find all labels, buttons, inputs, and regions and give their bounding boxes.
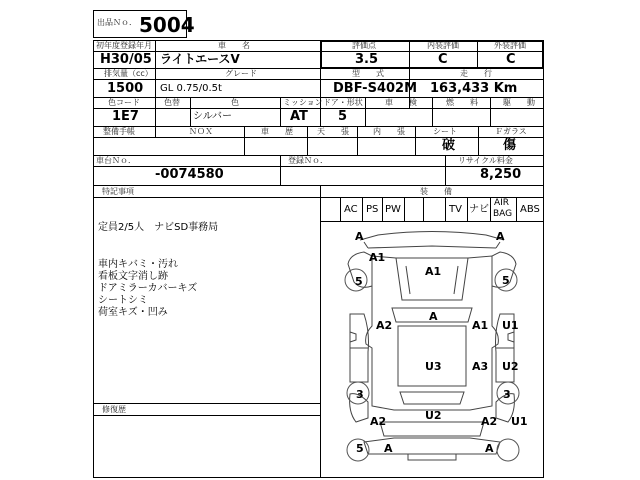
drive-label: 駆 動 <box>503 98 535 107</box>
repair-history-label: 修復歴 <box>102 405 126 414</box>
repair-divider <box>93 415 320 416</box>
damage-mark: A <box>496 230 505 243</box>
remarks-label: 特記事項 <box>102 187 134 196</box>
transmission-label: ミッション <box>283 98 323 107</box>
model-label: 型 式 <box>352 69 384 78</box>
car-damage-diagram <box>320 222 544 477</box>
mileage-label: 走 行 <box>460 69 492 78</box>
wheel-circle <box>497 439 519 461</box>
col-line <box>415 126 416 155</box>
displacement-value: 1500 <box>107 81 144 96</box>
remark-line: 看板文字消し跡 <box>98 271 168 282</box>
damage-mark: A1 <box>472 319 489 332</box>
grade-label: グレード <box>225 69 257 78</box>
damage-mark: A2 <box>370 415 387 428</box>
equipment-divider <box>404 197 405 221</box>
damage-mark: 3 <box>503 388 511 401</box>
right-mirror <box>508 332 514 342</box>
damage-mark: A1 <box>369 251 386 264</box>
equipment-divider <box>490 197 491 221</box>
interior-score-label: 内装評価 <box>427 41 459 50</box>
row-line <box>93 108 544 109</box>
col-line <box>155 97 156 137</box>
score-value: 3.5 <box>355 52 379 67</box>
recycle-fee-label: リサイクル料金 <box>458 156 513 165</box>
remark-line: 荷室キズ・凹み <box>98 307 168 318</box>
equipment-ps: PS <box>366 204 379 215</box>
damage-mark: U2 <box>425 409 442 422</box>
row-line <box>93 137 544 138</box>
first-reg-value: H30/05 <box>100 52 152 67</box>
col-line <box>190 97 191 126</box>
remark-line: 定員2/5人 ナビSD事務局 <box>98 222 219 233</box>
damage-mark: A <box>355 230 364 243</box>
grade-value: GL 0.75/0.5t <box>160 83 222 94</box>
exhibit-number-box <box>93 10 195 38</box>
exhibit-number-label: 出品Ｎｏ． <box>97 18 137 27</box>
rear-window <box>400 392 464 404</box>
damage-mark: A2 <box>481 415 498 428</box>
equipment-label: 装 備 <box>420 187 452 196</box>
door-shape-label: ドア・形状 <box>323 98 363 107</box>
damage-mark: A2 <box>376 319 393 332</box>
col-line <box>478 126 479 155</box>
first-reg-label: 初年度登録年月 <box>96 41 152 50</box>
model-value: DBF-S402M <box>333 81 418 96</box>
equipment-tv: TV <box>449 204 462 215</box>
damage-mark: 3 <box>356 388 364 401</box>
row-line <box>93 197 544 198</box>
col-line <box>280 155 281 185</box>
equipment-divider <box>340 197 341 221</box>
damage-mark: A1 <box>425 265 442 278</box>
row-line <box>93 79 544 80</box>
col-line <box>280 97 281 126</box>
col-line <box>357 126 358 155</box>
chassis-no-label: 車台Ｎｏ． <box>96 156 136 165</box>
damage-mark: A <box>429 310 438 323</box>
damage-mark: A3 <box>472 360 489 373</box>
f-glass-label: Ｆガラス <box>495 127 527 136</box>
history-label: 車 歴 <box>261 127 293 136</box>
interior-label: 内 張 <box>373 127 405 136</box>
recycle-fee-value: 8,250 <box>480 167 522 182</box>
exterior-score-value: C <box>506 52 516 67</box>
remark-line: 車内キバミ・汚れ <box>98 259 178 270</box>
exhibit-number: 5004 <box>139 13 195 37</box>
col-line <box>244 126 245 155</box>
seat-label: シート <box>433 127 457 136</box>
mileage-value: 163,433 Km <box>430 81 518 96</box>
damage-mark: 5 <box>356 442 364 455</box>
col-line <box>365 97 366 126</box>
equipment-abs: ABS <box>520 204 540 215</box>
row-line <box>93 185 544 186</box>
transmission-value: AT <box>290 109 308 124</box>
remark-line: シートシミ <box>98 295 148 306</box>
maintenance-book-label: 整備手帳 <box>103 127 135 136</box>
damage-mark: U3 <box>425 360 442 373</box>
roof-outline <box>398 326 466 386</box>
color-change-label: 色替 <box>164 98 180 107</box>
equipment-airbag-top: AIR <box>494 198 510 208</box>
interior-score-value: C <box>438 52 448 67</box>
damage-mark: A <box>485 442 494 455</box>
damage-mark: 5 <box>355 275 363 288</box>
chassis-no-value: -0074580 <box>155 167 224 182</box>
exterior-score-label: 外装評価 <box>494 41 526 50</box>
left-mirror <box>350 332 356 342</box>
car-name-value: ライトエースV <box>160 52 240 66</box>
damage-mark: U1 <box>511 415 528 428</box>
equipment-navi: ナビ <box>469 204 489 215</box>
fuel-label: 燃 料 <box>446 98 478 107</box>
nox-label: ＮＯＸ <box>189 127 213 136</box>
damage-mark: U1 <box>502 319 519 332</box>
col-line <box>307 126 308 155</box>
damage-mark: 5 <box>502 274 510 287</box>
equipment-divider <box>516 197 517 221</box>
col-line <box>432 97 433 126</box>
ceiling-label: 天 張 <box>317 127 349 136</box>
damage-mark: A <box>384 442 393 455</box>
remark-line: ドアミラーカバーキズ <box>98 283 198 294</box>
equipment-pw: PW <box>385 204 401 215</box>
equipment-airbag-bottom: BAG <box>493 209 513 219</box>
color-code-label: 色コード <box>108 98 140 107</box>
equipment-divider <box>382 197 383 221</box>
front-bumper-outline <box>360 232 504 249</box>
seat-value: 破 <box>442 138 456 153</box>
displacement-label: 排気量（cc） <box>104 69 153 78</box>
damage-mark: U2 <box>502 360 519 373</box>
inspection-label: 車 検 <box>385 98 417 107</box>
equipment-divider <box>467 197 468 221</box>
reg-no-label: 登録Ｎｏ． <box>288 156 328 165</box>
equipment-divider <box>423 197 424 221</box>
f-glass-value: 傷 <box>503 138 517 153</box>
col-line <box>445 155 446 185</box>
body-outline <box>366 256 499 410</box>
score-label: 評価点 <box>352 41 376 50</box>
doors-value: 5 <box>338 109 348 124</box>
col-line <box>409 40 410 69</box>
col-line <box>490 97 491 126</box>
equipment-ac: AC <box>344 204 358 215</box>
remarks-divider <box>93 403 320 404</box>
equipment-divider <box>445 197 446 221</box>
car-name-label: 車 名 <box>218 41 250 50</box>
color-value: シルバー <box>193 111 233 122</box>
col-line <box>155 40 156 97</box>
color-label: 色 <box>231 98 239 107</box>
color-code-value: 1E7 <box>112 109 139 124</box>
equipment-divider <box>362 197 363 221</box>
col-line <box>477 40 478 69</box>
